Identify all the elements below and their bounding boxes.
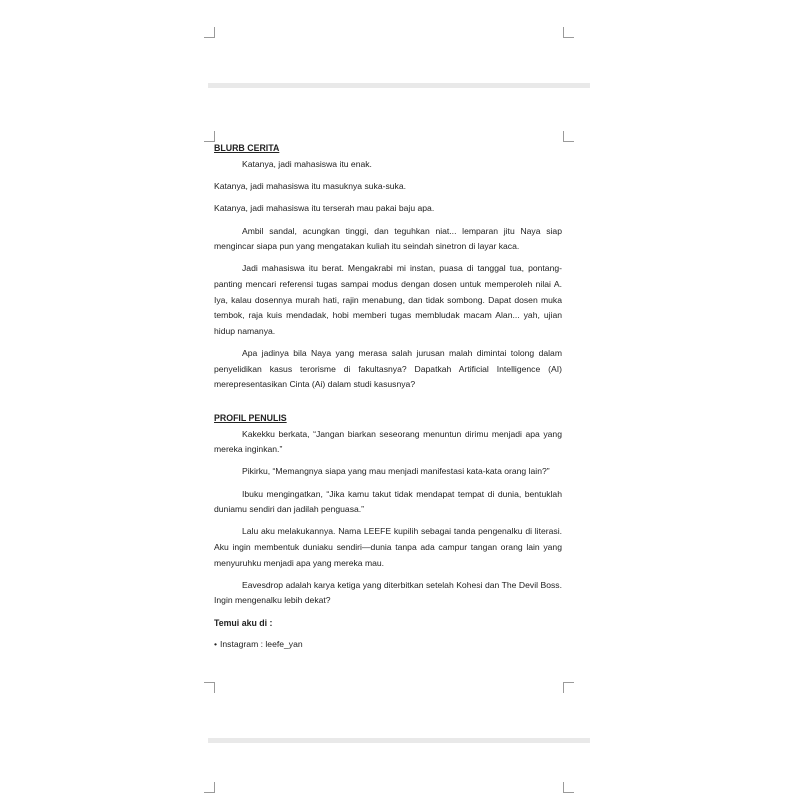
margin-mark-bottom-left bbox=[204, 682, 215, 693]
paragraph: Kakekku berkata, “Jangan biarkan seseorang menuntun dirimu menjadi apa yang mereka inginkan.” bbox=[214, 428, 562, 455]
margin-mark-top-right bbox=[563, 131, 574, 142]
contact-item-text: Instagram : leefe_yan bbox=[220, 638, 303, 649]
paragraph: Eavesdrop adalah karya ketiga yang diterbitkan setelah Kohesi dan The Devil Boss. Ingin mengenalku lebih dekat? bbox=[214, 579, 562, 606]
paragraph: Ambil sandal, acungkan tinggi, dan teguhkan niat... lemparan jitu Naya siap mengincar siapa pun yang mengatakan kuliah itu seindah sinetron di layar kaca. bbox=[214, 225, 562, 252]
page-content bbox=[214, 141, 562, 652]
bullet-icon: • bbox=[214, 638, 218, 649]
paragraph: Lalu aku melakukannya. Nama LEEFE kupilih sebagai tanda pengenalku di literasi. Aku ingin membentuk duniaku sendiri—dunia tanpa ada campur tangan orang lain yang menyuruhku menjadi apa yang mereka mau. bbox=[214, 526, 562, 568]
margin-mark-top-right-prev bbox=[563, 27, 574, 38]
section-heading-blurb: BLURB CERITA bbox=[214, 143, 280, 153]
paragraph: Apa jadinya bila Naya yang merasa salah jurusan malah dimintai tolong dalam penyelidikan kasus terorisme di fakultasnya? Dapatkah Artificial Intelligence (AI) merepresentasikan Cinta (Ai) dalam studi kasusnya? bbox=[214, 347, 562, 390]
margin-mark-top-left-next bbox=[204, 782, 215, 793]
margin-mark-top-right-next bbox=[563, 782, 574, 793]
paragraph: Jadi mahasiswa itu berat. Mengakrabi mi instan, puasa di tanggal tua, pontang-panting mencari referensi tugas sampai modus dengan dosen untuk memperoleh nilai A. Iya, kalau dosennya murah hati, rajin menabung, dan tidak sombong. Dapat dosen muka tembok, raja kuis mendadak, hobi memberi tugas membludak macam Alan... yah, ujian hidup namanya. bbox=[214, 263, 562, 336]
contact-item bbox=[214, 637, 562, 652]
paragraph: Katanya, jadi mahasiswa itu terserah mau pakai baju apa. bbox=[214, 203, 435, 214]
next-page bbox=[208, 743, 590, 800]
paragraph: Katanya, jadi mahasiswa itu enak. bbox=[242, 159, 372, 169]
paragraph: Pikirku, “Memangnya siapa yang mau menjadi manifestasi kata-kata orang lain?” bbox=[242, 466, 550, 477]
paragraph: Ibuku mengingatkan, “Jika kamu takut tidak mendapat tempat di dunia, bentuklah duniamu sendiri dan jadilah penguasa.” bbox=[214, 488, 562, 515]
contact-title: Temui aku di : bbox=[214, 617, 273, 628]
margin-mark-bottom-right bbox=[563, 682, 574, 693]
previous-page bbox=[208, 0, 590, 83]
section-heading-profil: PROFIL PENULIS bbox=[214, 412, 287, 423]
margin-mark-top-left-prev bbox=[204, 27, 215, 38]
paragraph: Katanya, jadi mahasiswa itu masuknya suka-suka. bbox=[214, 181, 407, 192]
